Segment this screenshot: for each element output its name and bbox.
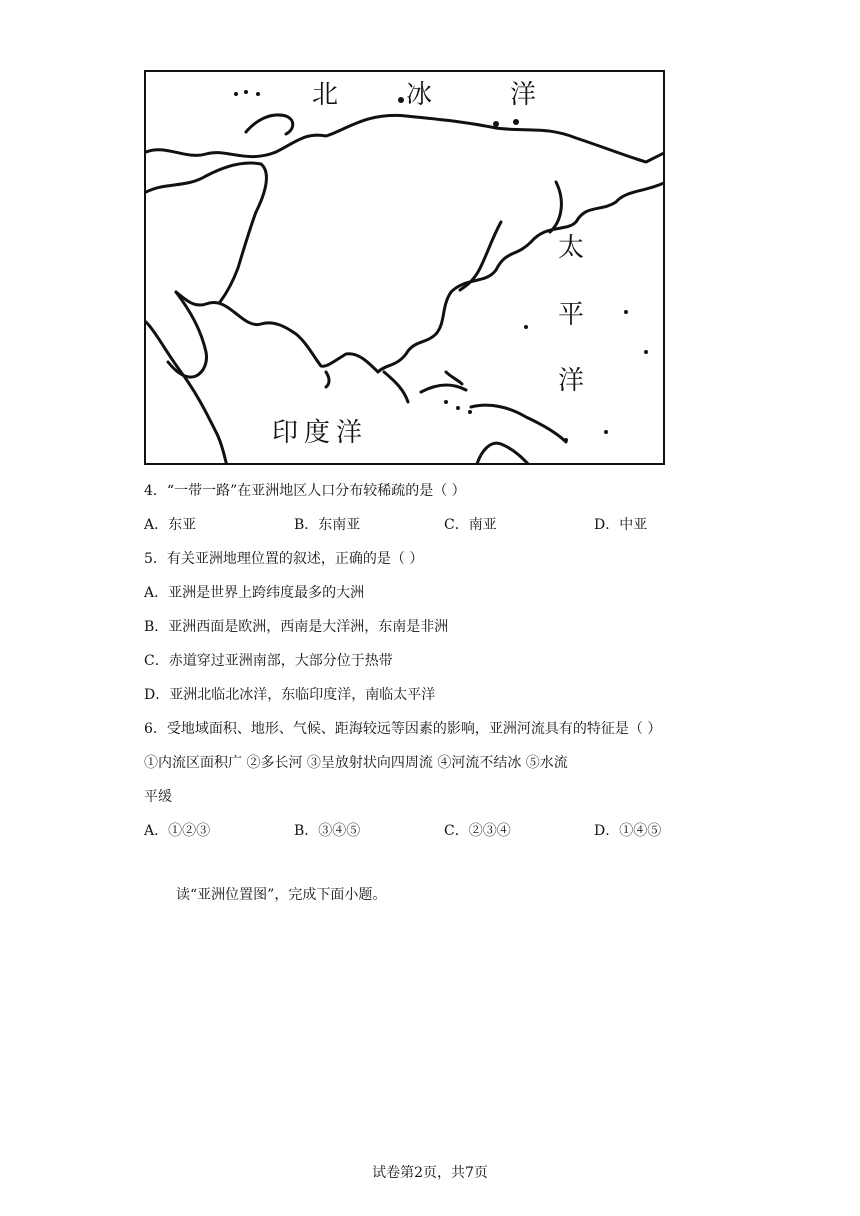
pacific-ocean-label-1: 太 xyxy=(558,233,587,263)
question-5-stem: 5．有关亚洲地理位置的叙述，正确的是（ ） xyxy=(144,551,424,567)
asia-location-map xyxy=(144,70,665,465)
question-5-option-a: A．亚洲是世界上跨纬度最多的大洲 xyxy=(144,585,365,601)
question-5-option-d: D．亚洲北临北冰洋，东临印度洋，南临太平洋 xyxy=(144,687,436,703)
question-4-option-b: B．东南亚 xyxy=(294,517,361,533)
question-6-option-a: A．①②③ xyxy=(144,823,211,839)
question-6-option-c: C．②③④ xyxy=(444,823,511,839)
question-6-option-d: D．①④⑤ xyxy=(594,823,662,839)
question-6-statements: ①内流区面积广 ②多长河 ③呈放射状向四周流 ④河流不结冰 ⑤水流 xyxy=(144,755,568,771)
indian-ocean-label: 印度洋 xyxy=(272,418,369,448)
question-4-stem: 4．“一带一路”在亚洲地区人口分布较稀疏的是（ ） xyxy=(144,483,466,499)
pacific-ocean-label-2: 平 xyxy=(558,300,587,330)
question-6-stem: 6．受地域面积、地形、气候、距海较远等因素的影响，亚洲河流具有的特征是（ ） xyxy=(144,721,662,737)
question-5-option-c: C．赤道穿过亚洲南部，大部分位于热带 xyxy=(144,653,393,669)
arctic-ocean-label-2: 冰 xyxy=(406,80,435,110)
question-6-statements-cont: 平缓 xyxy=(144,789,172,805)
map-outline xyxy=(146,72,665,465)
question-4-option-a: A．东亚 xyxy=(144,517,197,533)
question-5-option-b: B．亚洲西面是欧洲，西南是大洋洲，东南是非洲 xyxy=(144,619,449,635)
page-footer: 试卷第2页，共7页 xyxy=(372,1165,488,1181)
arctic-ocean-label-1: 北 xyxy=(312,80,341,110)
section-prompt: 读“亚洲位置图”，完成下面小题。 xyxy=(176,887,387,903)
arctic-ocean-label-3: 洋 xyxy=(510,80,539,110)
question-4-option-d: D．中亚 xyxy=(594,517,648,533)
question-6-option-b: B．③④⑤ xyxy=(294,823,361,839)
question-4-option-c: C．南亚 xyxy=(444,517,497,533)
pacific-ocean-label-3: 洋 xyxy=(558,366,587,396)
